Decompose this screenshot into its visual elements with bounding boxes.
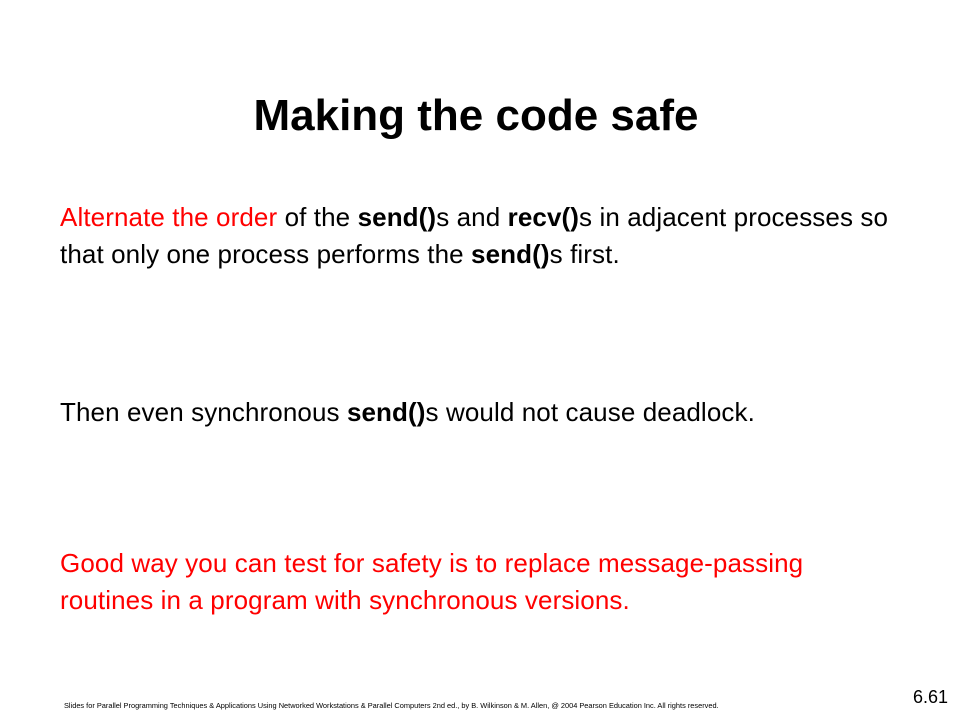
paragraph-text: s and (436, 202, 508, 232)
slide-number: 6.61 (913, 687, 949, 707)
paragraph-text: s first. (549, 239, 620, 269)
code-keyword: send() (471, 239, 550, 269)
paragraph-synchronous (60, 394, 900, 431)
paragraph-text: of the (277, 202, 358, 232)
paragraph-safety-test: Good way you can test for safety is to replace message-passing routines in a program with synchronous versions. (60, 548, 804, 615)
paragraph-text: Then even synchronous (60, 397, 347, 427)
code-keyword: send() (346, 397, 426, 427)
paragraph-alternate-order (60, 199, 900, 273)
code-keyword: send() (357, 202, 437, 232)
paragraph-text: s would not cause deadlock. (425, 397, 755, 427)
highlight-text: Alternate the order (60, 202, 278, 232)
paragraph-text: s in adjacent processes so that only one process performs the (60, 202, 889, 269)
footer-credits: Slides for Parallel Programming Techniques & Applications Using Networked Workstations & Parallel Computers 2nd ed., by B. Wilkinson & M. Allen, @ 2004 Pearson Education Inc. All rights reserved. (64, 701, 719, 710)
code-keyword: recv() (507, 202, 580, 232)
slide-title: Making the code safe (253, 91, 699, 140)
